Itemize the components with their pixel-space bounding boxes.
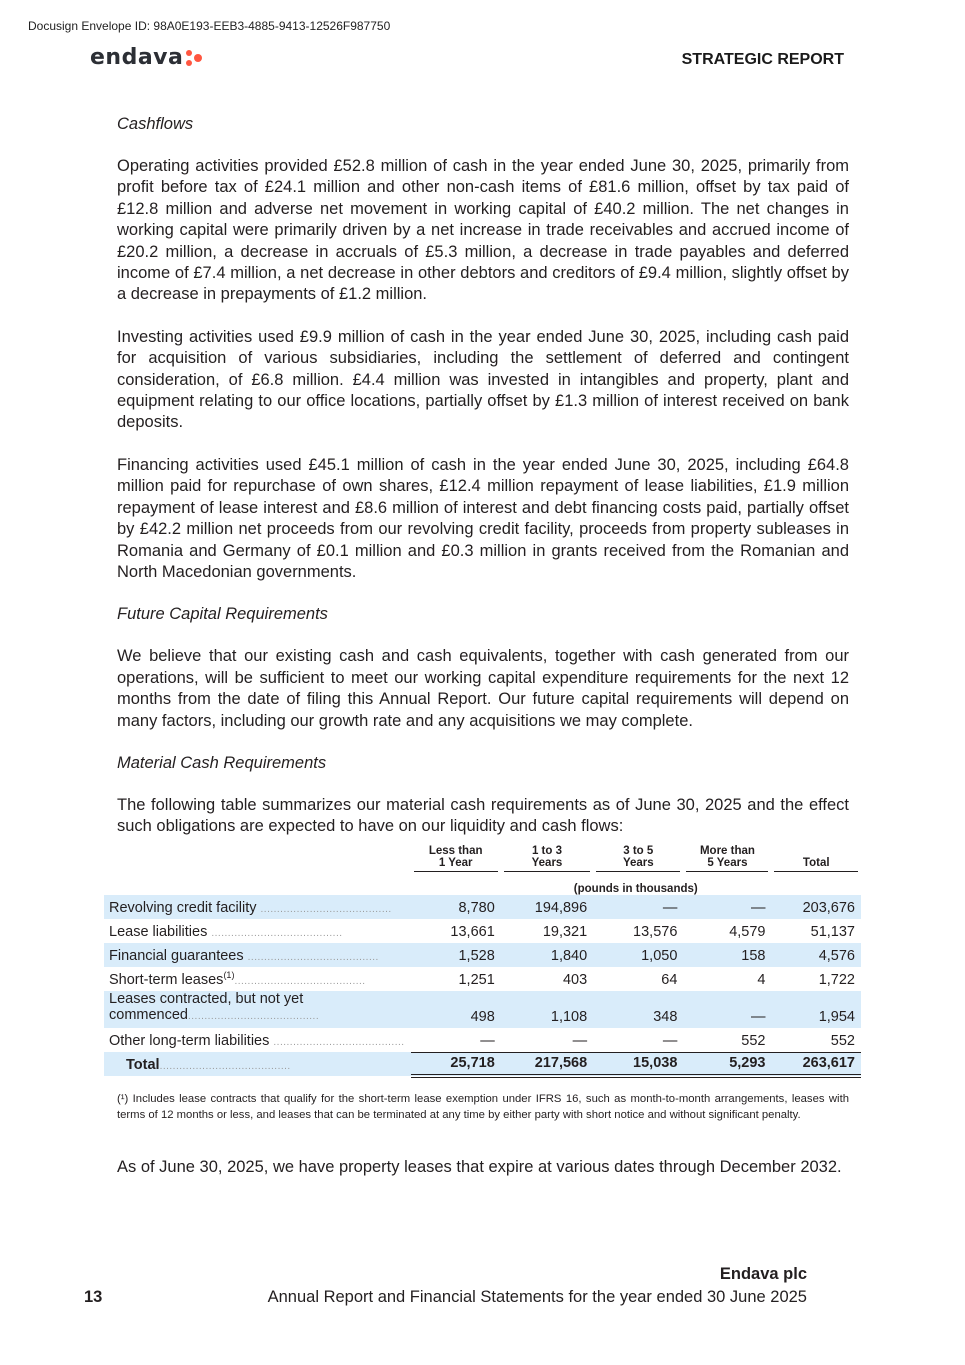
row-label-text: commenced (109, 1007, 188, 1023)
cell-value: 1,108 (501, 991, 593, 1028)
leader-dots: ........................................ (211, 928, 343, 939)
col-header-line2: 1 Year (438, 857, 473, 869)
row-label-text: Short-term leases (109, 972, 224, 988)
logo-text: endava (90, 45, 184, 70)
cell-value: 194,896 (501, 895, 593, 919)
cell-value: 64 (661, 972, 678, 988)
col-header-line2: Total (802, 857, 830, 869)
cell-value: 552 (771, 1028, 861, 1052)
leader-dots: ........................................ (273, 1037, 405, 1048)
operating-activities-paragraph: Operating activities provided £52.8 million of cash in the year ended June 30, 2025, primarily from profit before tax of £24.1 million and other non-cash items of £81.6 million, offset by tax paid of £12.8 million and adverse net movement in working capital of £40.2 million. The net changes in working capital were primarily driven by a net increase in trade receivables and accrued income of £20.2 million, a decrease in accruals of £5.3 million, a decrease in trade payables and deferred income of £7.4 million, a net decrease in other debtors and creditors of £9.4 million, slightly offset by a decrease in prepayments of £1.2 million. (117, 157, 849, 304)
row-label (104, 1028, 411, 1052)
future-capital-paragraph: We believe that our existing cash and cash equivalents, together with cash generated from our operations, will be sufficient to meet our working capital expenditure requirements for the next 12 months from the date of filing this Annual Report. Our future capital requirements will depend on many factors, including our growth rate and any acquisitions we may complete. (117, 647, 849, 730)
cell-value: 552 (683, 1028, 771, 1052)
cell-value: 19,321 (542, 924, 588, 940)
future-capital-heading: Future Capital Requirements (117, 605, 328, 624)
leader-dots: ........................................ (234, 976, 366, 987)
cell-value: — (683, 991, 771, 1028)
table-total-row (104, 1052, 861, 1076)
cell-value: 1,954 (771, 991, 861, 1028)
cell-value: 348 (593, 991, 683, 1028)
leader-dots: ........................................ (247, 952, 379, 963)
cell-value: — (501, 1028, 593, 1052)
cell-value: 4,576 (771, 943, 861, 967)
header-label-empty (104, 845, 411, 875)
material-cash-heading: Material Cash Requirements (117, 753, 327, 772)
cell-value: 263,617 (771, 1052, 861, 1076)
cell-value: 217,568 (501, 1052, 593, 1076)
row-label-text: Leases contracted, but not yet (109, 991, 304, 1007)
closing-paragraph: As of June 30, 2025, we have property leases that expire at various dates through December 2032. (117, 1158, 842, 1176)
table-row (104, 1028, 861, 1052)
main-content (117, 114, 849, 859)
financing-activities-paragraph: Financing activities used £45.1 million of cash in the year ended June 30, 2025, including £64.8 million paid for repurchase of own shares, £12.4 million repayment of lease liabilities, £1.9 million repayment of lease interest and £8.6 million of interest and debt financing costs paid, partially offset by £42.2 million net proceeds from our revolving credit facility, proceeds from property subleases in Romania and Germany of £0.1 million and £0.3 million in grants received from the Romanian and North Macedonian governments. (117, 455, 849, 581)
cell-value: 403 (562, 972, 588, 988)
cell-value: 51,137 (810, 924, 855, 940)
row-label (104, 943, 411, 967)
cell-value: — (411, 1028, 501, 1052)
footer-title: Annual Report and Financial Statements for the year ended 30 June 2025 (267, 1288, 807, 1306)
investing-activities-paragraph: Investing activities used £9.9 million of cash in the year ended June 30, 2025, including cash paid for acquisition of various subsidiaries, including the settlement of deferred and contingent consideration, of £6.8 million. £4.4 million was invested in intangibles and property, plant and equipment relating to our office locations, partially offset by £1.3 million of interest received on bank deposits. (117, 327, 849, 432)
cell-value: 1,722 (818, 972, 855, 988)
cell-value: 203,676 (771, 895, 861, 919)
leader-dots: ........................................ (260, 904, 392, 915)
leader-dots: ........................................ (187, 1011, 320, 1022)
cell-value: 13,661 (450, 924, 495, 940)
page-number: 13 (84, 1288, 103, 1306)
cell-value: — (683, 895, 771, 919)
row-label-text: Other long-term liabilities (109, 1033, 270, 1049)
col-header-3-to-5-years (593, 845, 683, 875)
col-header-more-than-5-years (683, 845, 771, 875)
cell-value: 1,528 (411, 943, 501, 967)
table-row (104, 967, 861, 991)
row-label (104, 1052, 411, 1076)
material-cash-table (104, 845, 861, 1078)
table-footnote: (¹) Includes lease contracts that qualify for the short-term lease exemption under IFRS 16, such as month-to-month arrangements, leases with terms of 12 months or less, and leases that can be terminated at any time by either party with short notice and without significant penalty. (117, 1093, 849, 1122)
row-label (104, 967, 411, 991)
col-header-line1: 1 to 3 (531, 845, 562, 857)
cell-value: 158 (683, 943, 771, 967)
cell-value: 4 (757, 972, 766, 988)
col-header-line1 (774, 845, 858, 857)
cell-value: 15,038 (593, 1052, 683, 1076)
cell-value: 13,576 (633, 924, 678, 940)
cell-value: 4,579 (729, 924, 766, 940)
col-header-total (771, 845, 861, 875)
endava-dots-icon (186, 49, 204, 67)
col-header-line2: 5 Years (707, 857, 748, 869)
footer-company: Endava plc (719, 1265, 807, 1283)
material-cash-intro: The following table summarizes our material cash requirements as of June 30, 2025 and the effect such obligations are expected to have on our liquidity and cash flows: (117, 795, 849, 836)
cell-value: 1,251 (458, 972, 495, 988)
cashflows-heading: Cashflows (117, 115, 194, 133)
cell-value: — (593, 895, 683, 919)
row-label-text: Revolving credit facility (109, 900, 257, 916)
cell-value: 498 (411, 991, 501, 1028)
col-header-line1: More than (699, 845, 755, 857)
cell-value: 1,840 (501, 943, 593, 967)
cell-value: 1,050 (593, 943, 683, 967)
cell-value: 25,718 (411, 1052, 501, 1076)
footnote-ref: (1) (223, 970, 235, 981)
leader-dots: ........................................ (159, 1061, 291, 1072)
row-label (104, 919, 411, 943)
table-header-row (104, 845, 861, 875)
col-header-1-to-3-years (501, 845, 593, 875)
row-label-text: Lease liabilities (109, 924, 208, 940)
row-label (104, 895, 411, 919)
docusign-envelope-id: Docusign Envelope ID: 98A0E193-EEB3-4885-9413-12526F987750 (28, 19, 391, 33)
table-row (104, 895, 861, 919)
unit-row (104, 875, 861, 895)
table-row (104, 943, 861, 967)
endava-logo (90, 45, 204, 70)
section-label: STRATEGIC REPORT (681, 51, 844, 68)
cell-value: — (593, 1028, 683, 1052)
table-row (104, 919, 861, 943)
col-header-line2: Years (622, 857, 654, 869)
col-header-line1: Less than (428, 845, 483, 857)
col-header-line2: Years (531, 857, 563, 869)
unit-label: (pounds in thousands) (573, 883, 698, 895)
col-header-line1: 3 to 5 (623, 845, 654, 857)
cell-value: 8,780 (411, 895, 501, 919)
row-label-text: Financial guarantees (109, 948, 244, 964)
col-header-less-than-1-year (411, 845, 501, 875)
table-row (104, 991, 861, 1028)
row-label-text: Total (126, 1057, 160, 1073)
cell-value: 5,293 (683, 1052, 771, 1076)
row-label (104, 991, 411, 1028)
